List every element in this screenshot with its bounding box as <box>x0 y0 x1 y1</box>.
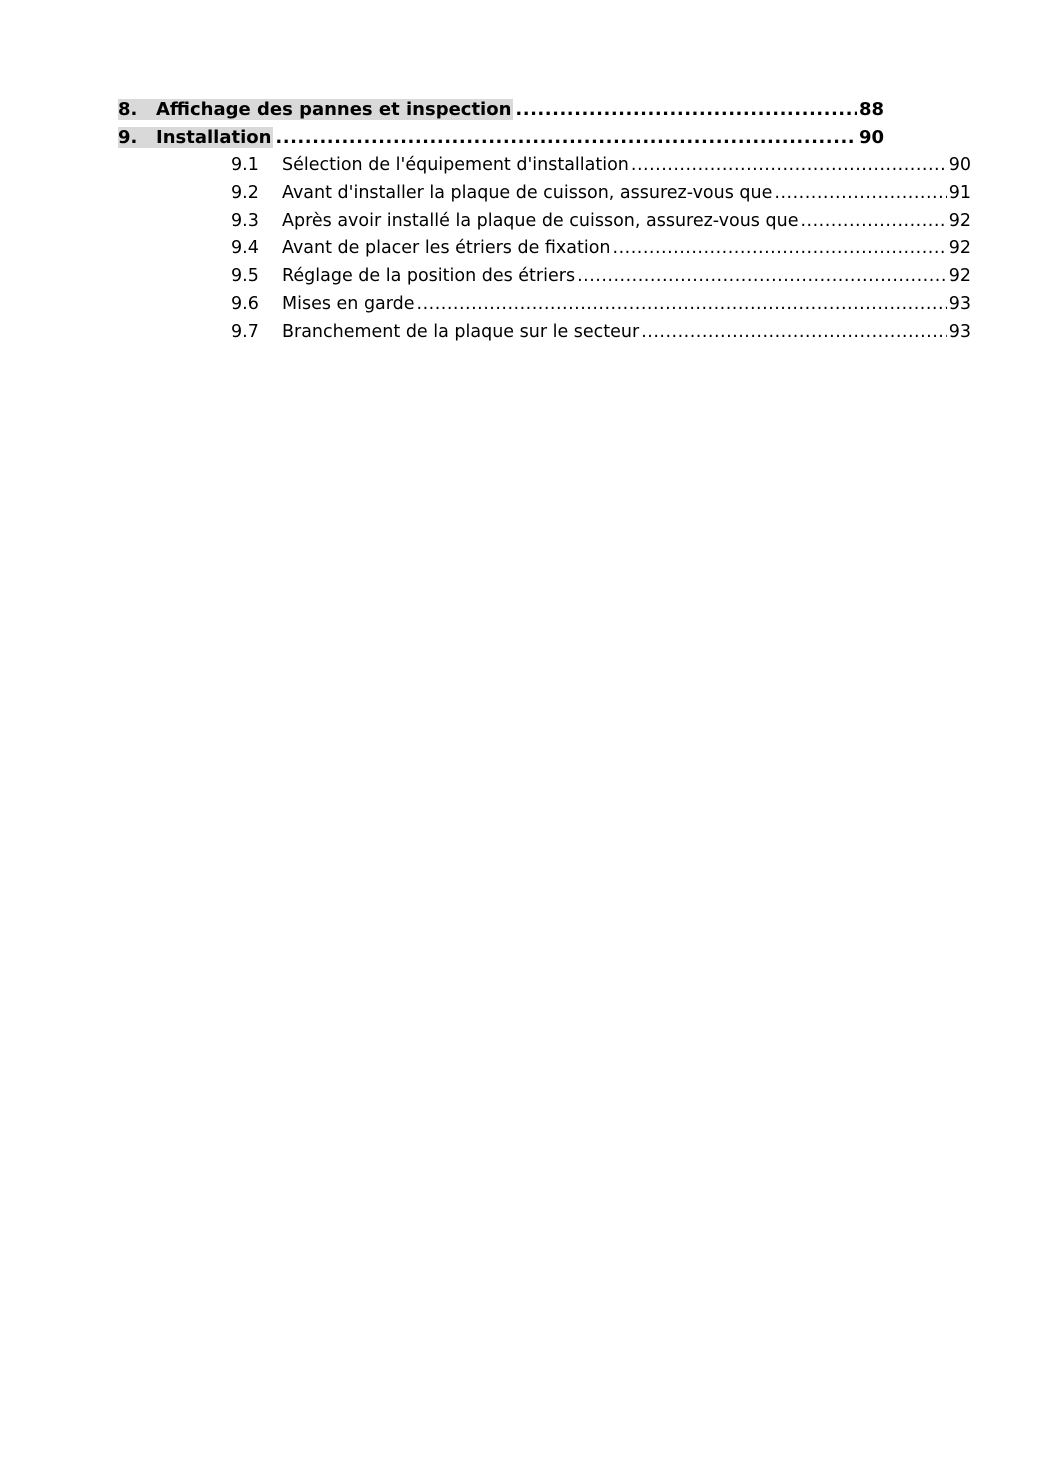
toc-entry-9-6[interactable] <box>231 292 971 316</box>
toc-section-number: 9. <box>118 127 156 148</box>
toc-entry-9-2[interactable] <box>231 181 971 205</box>
toc-subsection-number: 9.6 <box>231 294 259 314</box>
toc-subsection-number: 9.5 <box>231 266 259 286</box>
toc-section-title: Affichage des pannes et inspection <box>156 98 512 120</box>
toc-page-number: 90 <box>948 155 971 175</box>
toc-entry-9-4[interactable] <box>231 236 971 260</box>
toc-leader-dots <box>275 127 857 148</box>
toc-page-number: 88 <box>858 98 884 120</box>
toc-subsection-title: Avant de placer les étriers de fixation <box>282 238 611 258</box>
toc-page-number: 92 <box>948 266 971 286</box>
toc-leader-dots <box>631 155 947 175</box>
toc-entry-9-5[interactable] <box>231 264 971 288</box>
toc-leader-dots <box>800 211 946 231</box>
toc-subsection-title: Après avoir installé la plaque de cuisson, assurez-vous que <box>282 211 799 231</box>
toc-section-title: Installation <box>156 126 272 148</box>
toc-leader-dots <box>577 266 947 286</box>
toc-subsection-title: Mises en garde <box>282 294 415 314</box>
toc-subsection-number: 9.1 <box>231 155 259 175</box>
toc-section-number: 8. <box>118 99 156 120</box>
toc-subsection-title: Sélection de l'équipement d'installation <box>282 155 629 175</box>
toc-leader-dots <box>774 183 946 203</box>
toc-leader-dots <box>417 294 947 314</box>
toc-subsection-title: Branchement de la plaque sur le secteur <box>282 322 640 342</box>
toc-subsection-number: 9.4 <box>231 238 259 258</box>
toc-page-number: 92 <box>948 211 971 231</box>
toc-entry-9-7[interactable] <box>231 320 971 344</box>
toc-page-number: 92 <box>948 238 971 258</box>
toc-leader-dots <box>641 322 947 342</box>
toc-subsection-number: 9.3 <box>231 211 259 231</box>
toc-subsection-number: 9.7 <box>231 322 259 342</box>
toc-subsection-title: Réglage de la position des étriers <box>282 266 576 286</box>
toc-leader-dots <box>613 238 947 258</box>
toc-page-number: 91 <box>948 183 971 203</box>
toc-entry-8[interactable] <box>118 97 884 121</box>
toc-leader-dots <box>515 99 857 120</box>
toc-entry-9-1[interactable] <box>231 153 971 177</box>
toc-subsection-title: Avant d'installer la plaque de cuisson, assurez-vous que <box>282 183 773 203</box>
toc-page-number: 93 <box>948 294 971 314</box>
toc-entry-9-3[interactable] <box>231 209 971 233</box>
toc-entry-9[interactable] <box>118 125 884 149</box>
toc-subsection-number: 9.2 <box>231 183 259 203</box>
toc-page-number: 90 <box>858 126 884 148</box>
toc-page-number: 93 <box>948 322 971 342</box>
